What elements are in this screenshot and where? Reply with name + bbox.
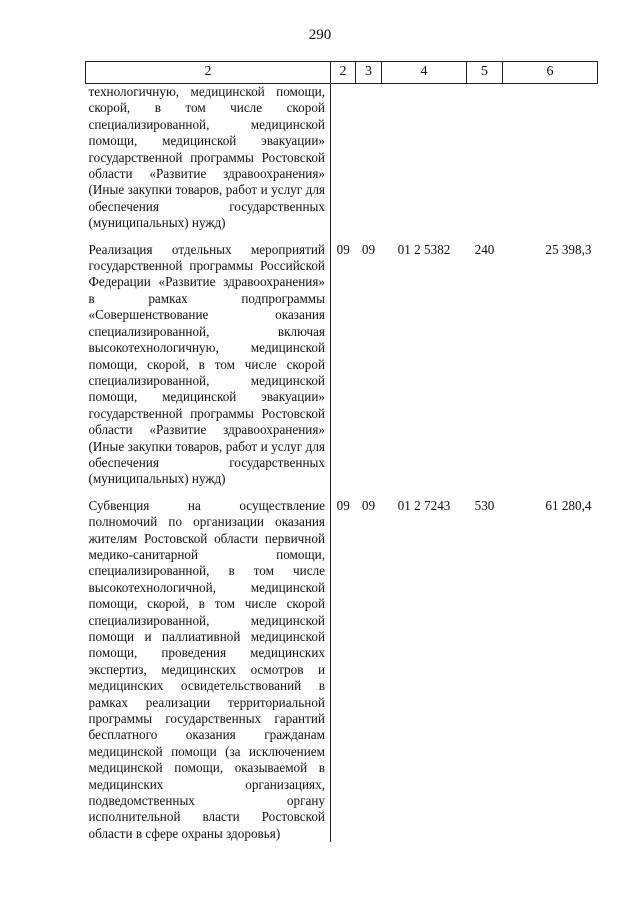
page-number: 290	[308, 27, 332, 43]
table-row	[86, 84, 598, 242]
row-section	[331, 84, 356, 242]
row-subsection: 09	[361, 241, 376, 257]
header-col-name: 2	[86, 62, 331, 84]
row-description-text: технологичную, медицинской помощи, скорой, в том числе скорой специализированной, медицинской помощи, медицинской эвакуации» государственной программы Ростовской области «Развитие здравоохранения» (Иные закупки товаров, работ и услуг для обеспечения государственных (муниципальных) нужд)	[88, 84, 325, 231]
row-target-article: 01 2 5382	[397, 241, 451, 257]
row-description-text: Субвенция на осуществление полномочий по организации оказания жителям Ростовской области первичной медико-санитарной помощи, специализированной, в том числе высокотехнологичной, медицинской помощи, скорой, в том числе скорой специализированной, медицинской помощи и паллиативной медицинской помощи, проведения медицинских экспертиз, медицинских осмотров и медицинских освидетельствований в рамках реализации территориальной программы государственных гарантий бесплатного оказания гражданам медицинской помощи (за исключением медицинской помощи, оказываемой в медицинских организациях, подведомственных органу исполнительной власти Ростовской области в сфере охраны здоровья)	[88, 497, 325, 841]
header-row	[86, 62, 598, 84]
header-col-expense-type: 5	[467, 62, 503, 84]
row-expense-type: 240	[474, 241, 495, 257]
row-expense-type: 530	[474, 497, 495, 513]
table-header	[86, 62, 598, 84]
row-description	[86, 84, 331, 242]
row-amount	[503, 84, 598, 242]
header-col-target-article: 4	[382, 62, 467, 84]
row-section: 09	[336, 497, 350, 513]
header-col-amount: 6	[503, 62, 598, 84]
row-description-text: Реализация отдельных мероприятий государственной программы Российской Федерации «Развитие здравоохранения» в рамках подпрограммы «Совершенствование оказания специализированной, включая высокотехнологичную, медицинской помощи, скорой, в том числе скорой специализированной, медицинской помощи, медицинской эвакуации» государственной программы Ростовской области «Развитие здравоохранения» (Иные закупки товаров, работ и услуг для обеспечения государственных (муниципальных) нужд)	[88, 241, 325, 487]
budget-table	[85, 61, 598, 842]
row-description	[86, 498, 331, 843]
row-subsection	[356, 84, 382, 242]
row-section: 09	[336, 241, 350, 257]
header-col-subsection: 3	[356, 62, 382, 84]
table-row	[86, 242, 598, 498]
row-amount: 61 280,4	[545, 497, 592, 513]
row-subsection: 09	[361, 497, 376, 513]
header-col-section: 2	[331, 62, 356, 84]
row-target-article	[382, 84, 467, 242]
row-description	[86, 242, 331, 498]
row-expense-type	[467, 84, 503, 242]
row-target-article: 01 2 7243	[397, 497, 451, 513]
row-amount: 25 398,3	[545, 241, 592, 257]
table-row	[86, 498, 598, 843]
